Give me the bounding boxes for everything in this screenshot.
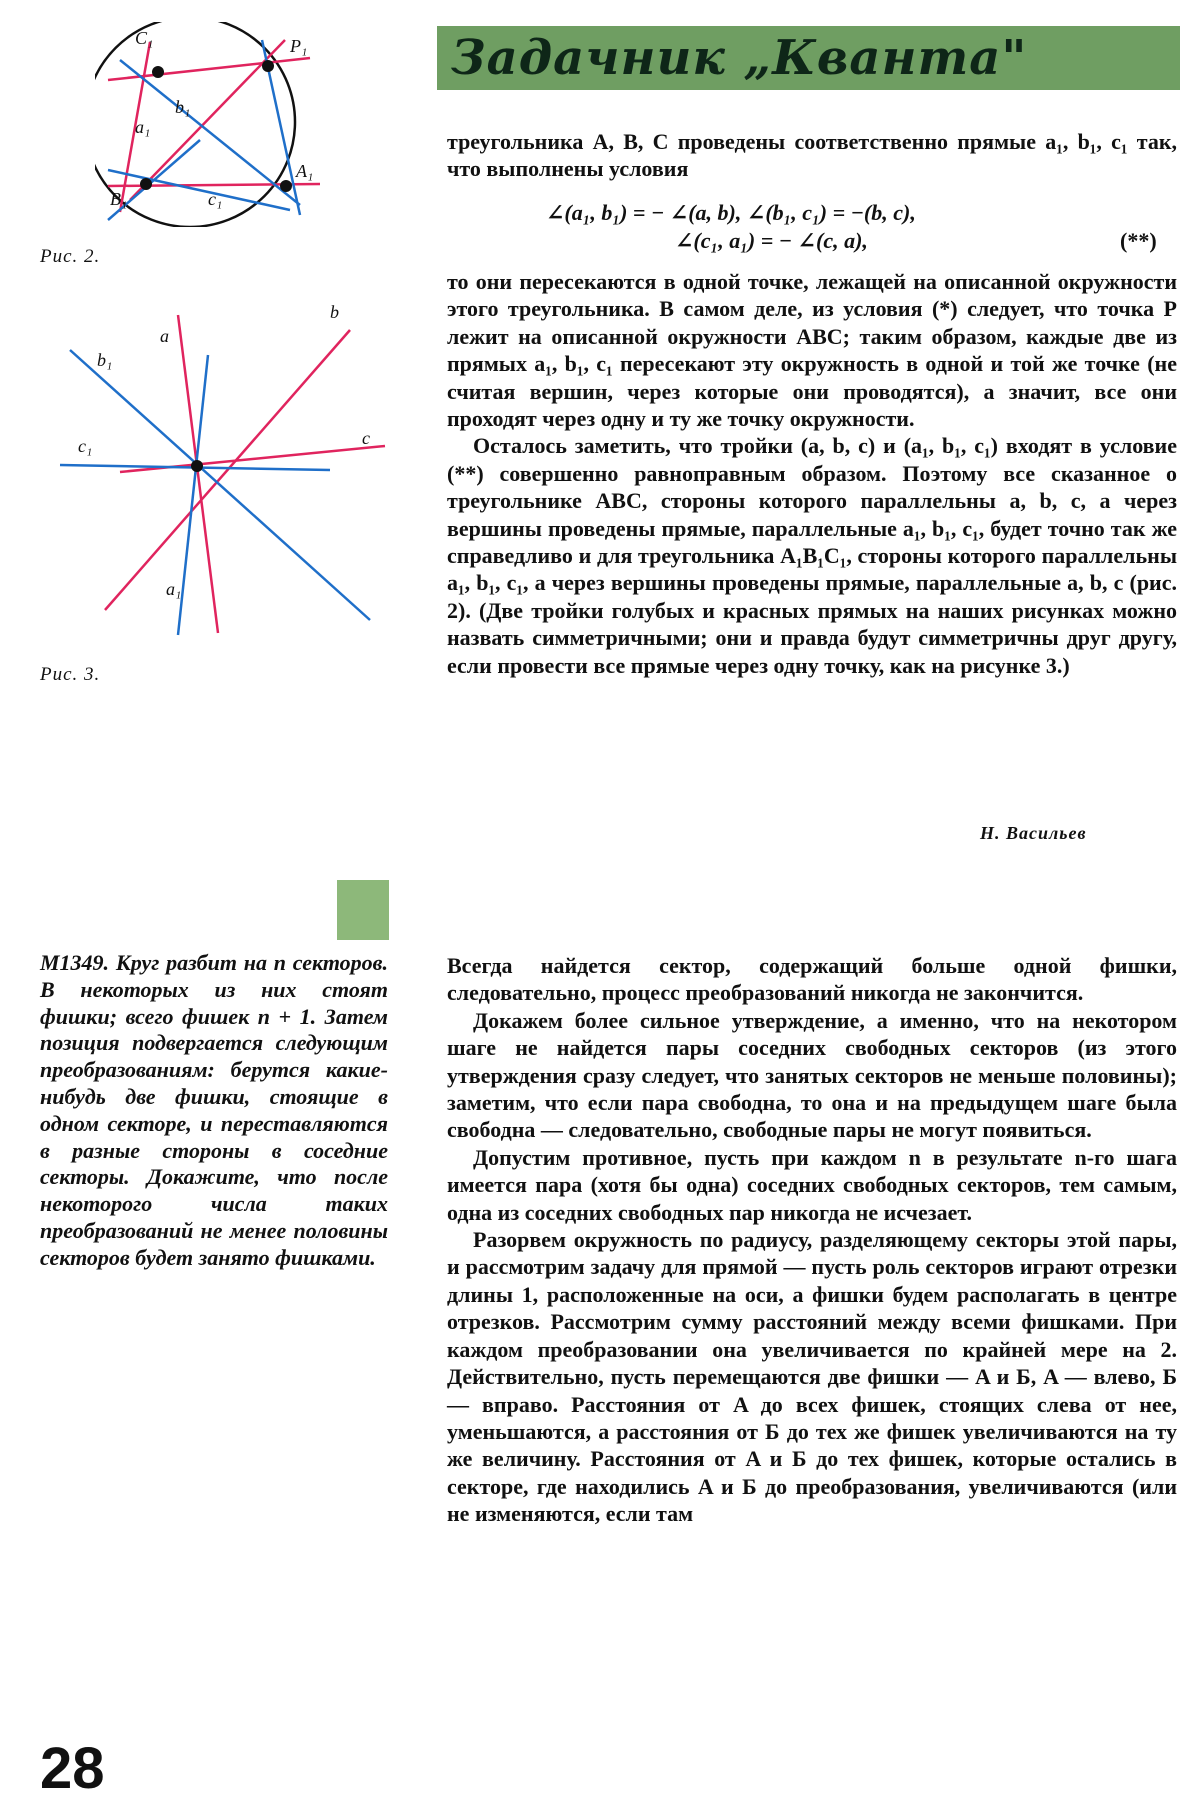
- vertex-p1: [262, 60, 274, 72]
- top-text-block: [447, 128, 1177, 183]
- vertex-a1: [280, 180, 292, 192]
- label-B1: B₁: [110, 189, 128, 209]
- label-p1: P₁: [290, 36, 308, 56]
- paragraph: то они пересекаются в одной точке, лежащей на описанной окружности этого треугольника. В самом деле, из условия (*) следует, что точка P лежит на описанной окружности ABC; таким образом, каждые две из прямых a₁, b₁, c₁ пересекают эту окружность в одной и той же точке (не считая вершин, через которые они проводятся), а значит, все они проходят через одну и ту же точку окружности.: [447, 269, 1177, 432]
- paragraph: Разорвем окружность по радиусу, разделяющему секторы этой пары, и рассмотрим задачу для прямой — пусть роль секторов играют отрезки длины 1, расположенные на оси, а фишки будем располагать в центре отрезков. Рассмотрим сумму расстояний между всеми фишками. При каждом преобразовании она увеличивается по крайней мере на 2. Действительно, пусть перемещаются две фишки — A и Б, A — влево, Б — вправо. Расстояния от A до всех фишек, стоящих слева от нее, уменьшаются, а расстояния от Б до тех же фишек увеличиваются на ту же величину. Расстояния от A и Б до тех фишек, которые остались в секторе, где находились A и Б до преобразования, увеличиваются (или не изменяются, если там: [447, 1227, 1177, 1527]
- label-a: a: [160, 326, 169, 346]
- intersection-point: [191, 460, 203, 472]
- line-a1: [178, 355, 208, 635]
- top-text-block-2: [447, 268, 1177, 679]
- paragraph: Всегда найдется сектор, содержащий больше одной фишки, следовательно, процесс преобразований никогда не закончится.: [447, 953, 1177, 1006]
- label-b1: b₁: [175, 97, 191, 117]
- label-c1: C₁: [135, 28, 154, 48]
- figure-2-caption: Рис. 2.: [40, 246, 101, 267]
- figure-3: [55, 295, 405, 650]
- formula-line-2: ∠(c₁, a₁) = − ∠(c, a),: [675, 228, 868, 253]
- page-number: 28: [40, 1736, 105, 1801]
- figure-3-caption: Рис. 3.: [40, 664, 101, 685]
- label-b1: b₁: [97, 350, 113, 370]
- formula-line-1: ∠(a₁, b₁) = − ∠(a, b), ∠(b₁, c₁) = −(b, c),: [546, 200, 916, 225]
- label-c1-side: c₁: [208, 189, 223, 209]
- vertex-c1: [152, 66, 164, 78]
- problem-text: Круг разбит на n секторов. В некоторых из них стоят фишки; всего фишек n + 1. Затем позиция подвергается следующим преобразованиям: берутся какие-нибудь две фишки, стоящие в одном секторе, и переставляются в разные стороны в соседние секторы. Докажите, что после некоторого числа таких преобразований не менее половины секторов будет занято фишками.: [40, 950, 388, 1270]
- label-c1: c₁: [78, 436, 93, 456]
- label-b: b: [330, 302, 339, 322]
- vertex-b1: [140, 178, 152, 190]
- line-p1-b1: [130, 40, 285, 200]
- label-a1: a₁: [135, 117, 151, 137]
- line-b1: [70, 350, 370, 620]
- header-title: Задачник „Кванта": [451, 30, 1028, 86]
- paragraph: Докажем более сильное утверждение, а именно, что на некотором шаге не найдется пары соседних свободных секторов (из этого утверждения сразу следует, что занятых секторов не меньше половины); заметим, что если пара свободна, то она и на предыдущем шаге была свободна — следовательно, свободные пары не могут появиться.: [447, 1007, 1177, 1143]
- label-A1: A₁: [296, 161, 314, 181]
- author: Н. Васильев: [980, 823, 1087, 843]
- label-a1: a₁: [166, 579, 182, 599]
- paragraph: треугольника A, B, C проведены соответственно прямые a₁, b₁, c₁ так, что выполнены условия: [447, 129, 1177, 182]
- formula-number: (**): [1120, 228, 1157, 253]
- solution-text: [447, 952, 1177, 1528]
- decorative-square: [337, 880, 389, 940]
- figure-2: [95, 22, 335, 227]
- paragraph: Осталось заметить, что тройки (a, b, c) и (a₁, b₁, c₁) входят в условие (**) совершенно равноправным образом. Поэтому все сказанное о треугольнике ABC, стороны которого параллельны a, b, c, а через вершины проведены прямые, параллельные a₁, b₁, c₁, будет точно так же справедливо и для треугольника A₁B₁C₁, стороны которого параллельны a₁, b₁, c₁, а через вершины проведены прямые, параллельные a, b, c (рис. 2). (Две тройки голубых и красных прямых на наших рисунках можно назвать симметричными; они и правда будут симметричны друг другу, если провести все прямые через одну точку, как на рисунке 3.): [447, 433, 1177, 678]
- paragraph: Допустим противное, пусть при каждом n в результате n-го шага имеется пара (хотя бы одна) соседних свободных секторов, тем самым, одна из соседних свободных пар никогда не исчезает.: [447, 1144, 1177, 1225]
- label-c: c: [362, 428, 370, 448]
- problem-statement: [40, 950, 388, 1272]
- problem-id: M1349.: [40, 950, 110, 975]
- header-banner: [437, 26, 1180, 90]
